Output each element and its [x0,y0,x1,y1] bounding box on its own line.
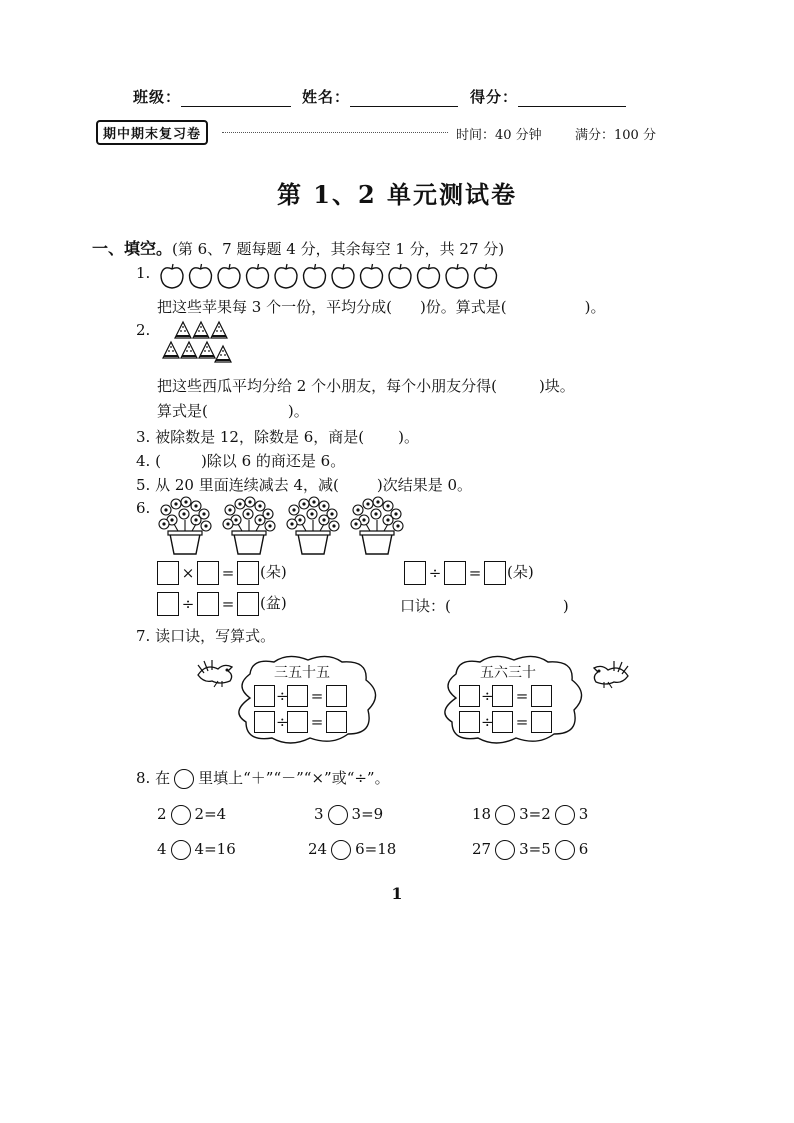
q2-text-b: )块。 [538,377,575,395]
flower-pots-illustration [152,496,422,558]
q7-box[interactable] [254,711,275,733]
circle-icon [174,769,194,789]
q7-box[interactable] [492,685,513,707]
operator-circle[interactable] [495,805,515,825]
operator-circle[interactable] [555,840,575,860]
q7-box[interactable] [459,685,480,707]
q8-item [472,840,588,860]
flower-pot-icon [351,497,403,554]
q8-right-part: 6=18 [355,840,397,858]
q6-equation-1 [156,561,287,585]
q8-right-part: 4=16 [194,840,236,858]
q8-number: 8. [136,769,151,787]
apple-icon [275,264,297,288]
q2-text-a: 把这些西瓜平均分给 2 个小朋友，每个小朋友分得( [157,377,497,395]
q8-left-operand: 27 [472,840,492,858]
q5-text-a: 从 20 里面连续减去 4，减( [155,476,339,494]
q8-item [472,805,588,825]
q6-box[interactable] [444,561,466,585]
q7-box[interactable] [459,711,480,733]
q2-number: 2. [136,321,151,339]
divide-sign: ÷ [276,713,289,731]
class-label: 班级： [133,88,182,106]
q7-box[interactable] [531,685,552,707]
operator-circle[interactable] [331,840,351,860]
q8-item [157,840,236,860]
q6-box[interactable] [237,592,259,616]
cloud1-koujue: 三五十五 [274,665,330,681]
q1-text-a: 把这些苹果每 3 个一份，平均分成( [157,298,392,316]
q6-box[interactable] [197,561,219,585]
q6-number: 6. [136,499,151,517]
q7-box[interactable] [326,711,347,733]
cloud2-equation-2 [458,711,553,733]
equals-sign: = [221,595,235,613]
score-blank[interactable] [518,90,626,107]
operator-circle[interactable] [328,805,348,825]
cloud2-koujue: 五六三十 [480,665,536,681]
class-blank[interactable] [181,90,291,107]
watermelon-slice-icon [163,342,179,358]
apple-icon [446,264,468,288]
koujue-close: ) [562,597,569,615]
watermelon-slice-icon [175,322,191,338]
apple-icon [361,264,383,288]
q8-text-b: 里填上“＋”“－”“×”或“÷”。 [198,769,390,787]
apple-icon [247,264,269,288]
q1-text-c: )。 [584,298,606,316]
divide-sign: ÷ [428,564,442,582]
class-field [133,86,291,107]
q7-box[interactable] [254,685,275,707]
q6-equation-2 [403,561,534,585]
score-field [470,86,626,107]
q2-text-line2 [157,400,309,421]
name-field [302,86,458,107]
q6-box[interactable] [157,561,179,585]
q8-left-operand: 4 [157,840,167,858]
divide-sign: ÷ [181,595,195,613]
apple-icon [332,264,354,288]
q2-text-c: 算式是( [157,402,208,420]
q7-text: 读口诀，写算式。 [155,627,276,645]
q8-right-part: 3=9 [351,805,384,823]
equals-sign: = [310,713,324,731]
q8-item [314,805,383,825]
divide-sign: ÷ [481,713,494,731]
operator-circle[interactable] [171,805,191,825]
apple-icon [190,264,212,288]
time-info: 时间：40 分钟 [456,128,542,143]
q3-number: 3. [136,428,151,446]
q2-text [157,375,575,396]
q6-box[interactable] [237,561,259,585]
q6-box[interactable] [404,561,426,585]
watermelon-slice-icon [211,322,227,338]
cloud1-equation-1 [253,685,348,707]
times-sign: × [181,564,195,582]
q8-right-part: 2=4 [194,805,227,823]
q6-box[interactable] [197,592,219,616]
q8-left-operand: 2 [157,805,167,823]
flower-pot-icon [159,497,211,554]
q4-text-a: ( [155,452,161,470]
q1-text-b: )份。算式是( [419,298,507,316]
q7-box[interactable] [287,711,308,733]
q5-number: 5. [136,476,151,494]
q3-text-a: 被除数是 12，除数是 6，商是( [155,428,365,446]
section-note: (第 6、7 题每题 4 分，其余每空 1 分，共 27 分) [172,240,505,258]
unit-flower: (朵) [260,563,287,581]
q7-box[interactable] [492,711,513,733]
q8-last-operand: 3 [578,805,589,823]
q8-last-operand: 6 [578,840,589,858]
flower-pot-icon [223,497,275,554]
apple-icon [475,264,497,288]
q7-box[interactable] [287,685,308,707]
equals-sign: = [515,687,529,705]
equals-sign: = [515,713,529,731]
q3 [136,426,419,447]
score-label: 得分： [470,88,519,106]
q2-text-d: )。 [287,402,309,420]
cloud1-equation-2 [253,711,348,733]
q1-number: 1. [136,264,151,282]
q7 [136,625,275,646]
apple-icon [304,264,326,288]
q8-right-part: 3=2 [519,805,551,823]
section-title: 一、填空。 [92,239,173,258]
equals-sign: = [468,564,482,582]
name-blank[interactable] [350,90,458,107]
flower-pot-icon [287,497,339,554]
equals-sign: = [310,687,324,705]
exam-tag: 期中期末复习卷 [96,120,208,145]
q4 [136,450,345,471]
q7-box[interactable] [531,711,552,733]
q6-box[interactable] [157,592,179,616]
name-label: 姓名： [302,88,351,106]
q8-item [157,805,226,825]
unit-pot: (盆) [260,594,287,612]
watermelon-slice-icon [199,342,215,358]
q8-left-operand: 24 [308,840,328,858]
q4-number: 4. [136,452,151,470]
operator-circle[interactable] [495,840,515,860]
q8-left-operand: 3 [314,805,324,823]
koujue-label: 口诀：( [400,597,451,615]
page-number: 1 [391,884,403,903]
q8-item [308,840,396,860]
q5-text-b: )次结果是 0。 [376,476,473,494]
q7-number: 7. [136,627,151,645]
q4-text-b: )除以 6 的商还是 6。 [200,452,346,470]
watermelon-slice-icon [181,342,197,358]
q6-box[interactable] [484,561,506,585]
q3-text-b: )。 [398,428,419,446]
apple-icon [418,264,440,288]
section-heading [92,236,504,259]
watermelon-illustration [155,320,235,368]
q6-equation-3 [156,592,287,616]
q8-right-part: 3=5 [519,840,551,858]
unit-flower: (朵) [507,563,534,581]
q8 [136,767,390,789]
q6-koujue [400,595,569,616]
page-title: 第 1、2 单元测试卷 [276,180,518,209]
q8-text-a: 在 [155,769,171,787]
apples-illustration [157,259,507,291]
q7-box[interactable] [326,685,347,707]
divide-sign: ÷ [276,687,289,705]
full-score-info: 满分：100 分 [575,128,656,143]
apple-icon [218,264,240,288]
operator-circle[interactable] [171,840,191,860]
equals-sign: = [221,564,235,582]
apple-icon [161,264,183,288]
divide-sign: ÷ [481,687,494,705]
q8-left-operand: 18 [472,805,492,823]
dotted-divider [222,132,448,133]
bird-icon [586,656,632,690]
watermelon-slice-icon [193,322,209,338]
watermelon-slice-icon [215,346,231,362]
cloud2-equation-1 [458,685,553,707]
q5 [136,474,472,495]
operator-circle[interactable] [555,805,575,825]
q1-text [157,296,606,317]
apple-icon [389,264,411,288]
